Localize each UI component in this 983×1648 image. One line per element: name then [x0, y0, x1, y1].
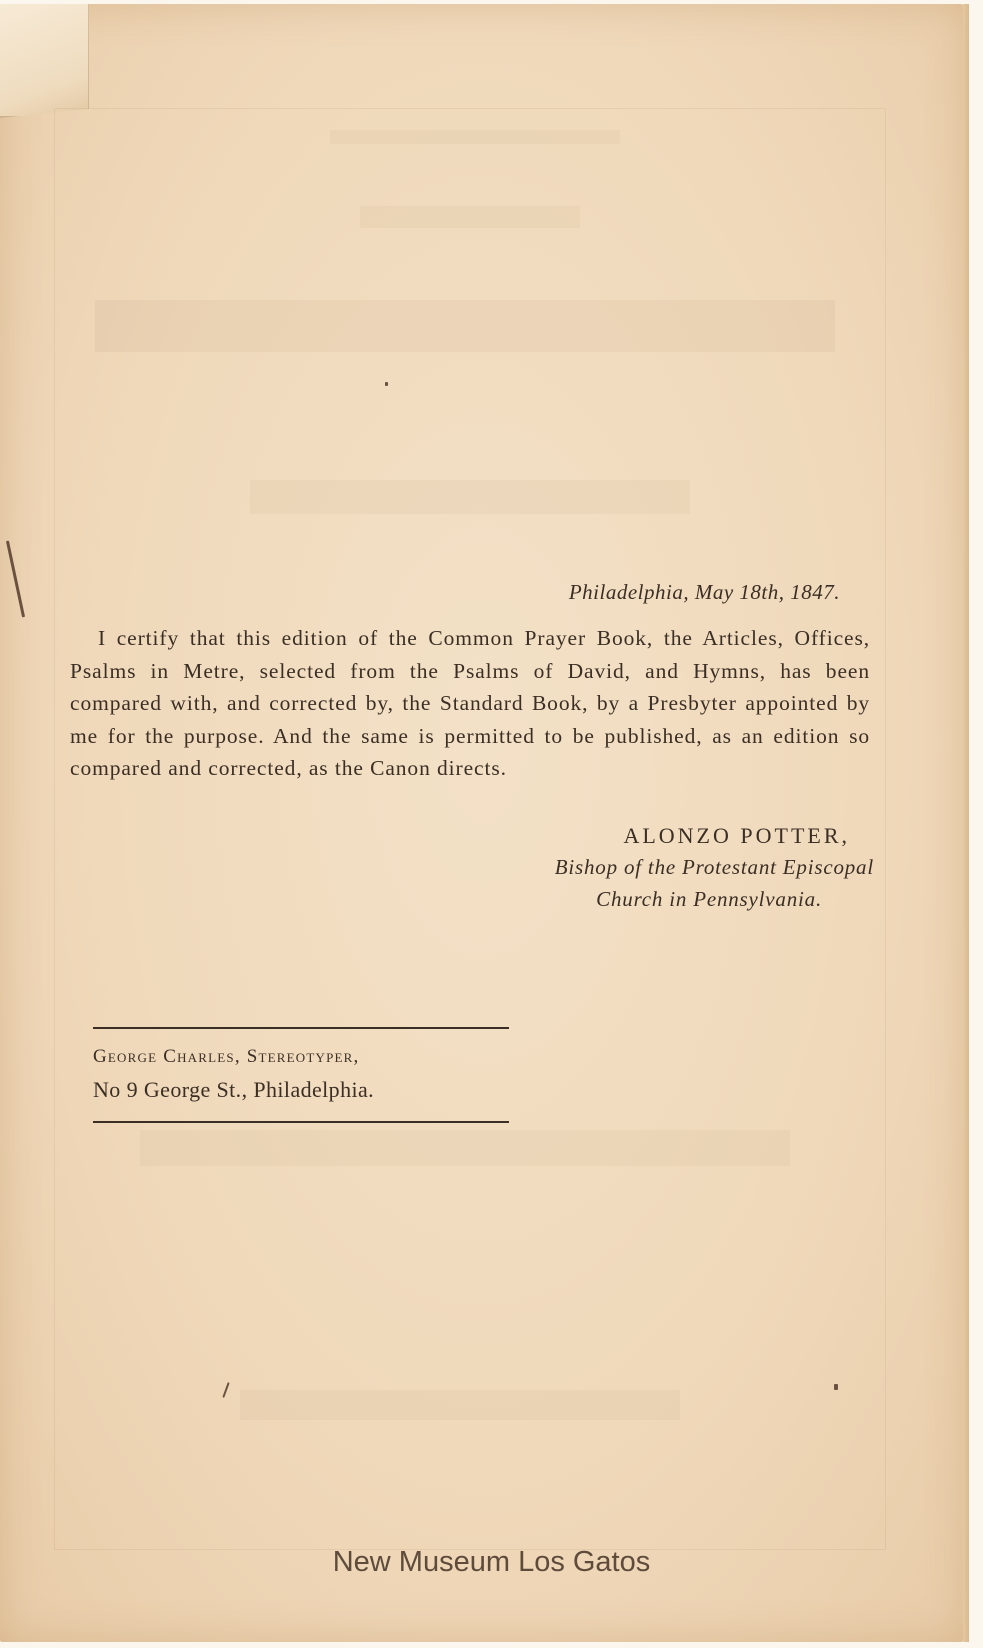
page-edge	[963, 4, 969, 1642]
show-through-band	[140, 1130, 790, 1166]
show-through-band	[330, 130, 620, 144]
rule-top	[93, 1027, 509, 1029]
signatory-title-line-1: Bishop of the Protestant Episcopal	[554, 855, 874, 879]
stereotyper-address: No 9 George St., Philadelphia.	[93, 1077, 375, 1102]
ink-mark	[385, 382, 388, 386]
dateline: Philadelphia, May 18th, 1847.	[568, 580, 840, 604]
signatory-name: ALONZO POTTER,	[623, 823, 850, 848]
certification-paragraph: I certify that this edition of the Common Prayer Book, the Articles, Offices, Psalms in Metre, selected from the Psalms of David, and Hymns, has been compared with, and corrected by, the Standard Book, by a Presbyter appointed by me for the purpose. And the same is permitted to be published, as an edition so compared and corrected, as the Canon directs.	[70, 626, 870, 780]
stereotyper-name: George Charles, Stereotyper,	[93, 1046, 360, 1067]
show-through-band	[95, 300, 835, 352]
stereotyper-imprint	[93, 1042, 533, 1108]
ink-mark	[834, 1384, 838, 1390]
show-through-band	[360, 206, 580, 228]
show-through-band	[240, 1390, 680, 1420]
watermark-caption: New Museum Los Gatos	[332, 1546, 651, 1578]
folded-corner	[0, 4, 89, 118]
signatory-title-line-2: Church in Pennsylvania.	[596, 887, 822, 911]
show-through-band	[250, 480, 690, 514]
rule-bottom	[93, 1121, 509, 1123]
